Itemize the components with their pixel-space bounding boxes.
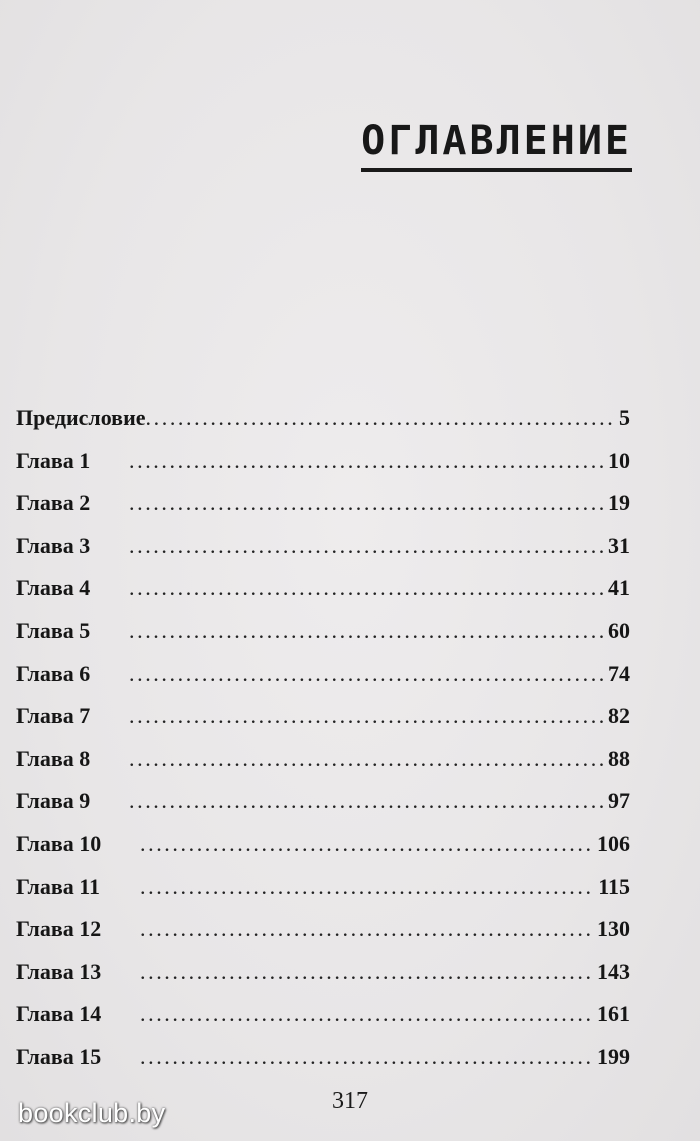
toc-entry-label: Глава 5 bbox=[16, 617, 91, 643]
toc-entry bbox=[16, 653, 630, 696]
toc-entry bbox=[16, 397, 630, 440]
toc-entry-page: 143 bbox=[597, 958, 630, 984]
toc-leader-dots bbox=[129, 567, 604, 610]
toc-entry-label: Глава 14 bbox=[16, 1001, 102, 1027]
toc-leader-dots bbox=[140, 993, 593, 1036]
table-of-contents bbox=[16, 397, 630, 1079]
toc-entry-label: Глава 9 bbox=[16, 788, 91, 814]
toc-entry-page: 74 bbox=[608, 660, 630, 686]
toc-entry bbox=[16, 1036, 630, 1079]
toc-entry-label: Глава 10 bbox=[16, 830, 102, 856]
toc-entry-page: 199 bbox=[597, 1043, 630, 1069]
toc-entry bbox=[16, 525, 630, 568]
toc-entry-page: 5 bbox=[619, 405, 630, 430]
toc-entry-page: 115 bbox=[598, 873, 630, 899]
toc-entry-page: 161 bbox=[597, 1001, 630, 1027]
toc-entry-page: 97 bbox=[608, 788, 630, 814]
toc-entry bbox=[16, 780, 630, 823]
toc-entry bbox=[16, 567, 630, 610]
toc-entry bbox=[16, 610, 630, 653]
toc-leader-dots bbox=[129, 653, 604, 696]
toc-entry-label: Глава 6 bbox=[16, 660, 91, 686]
toc-entry-label: Предисловие bbox=[16, 405, 146, 430]
toc-entry-label: Глава 8 bbox=[16, 745, 91, 771]
toc-entry-label: Глава 12 bbox=[16, 916, 102, 942]
page-number: 317 bbox=[332, 1088, 368, 1114]
toc-leader-dots bbox=[140, 866, 594, 909]
toc-entry-label: Глава 3 bbox=[16, 532, 91, 558]
toc-entry bbox=[16, 951, 630, 994]
toc-entry bbox=[16, 908, 630, 951]
toc-leader-dots bbox=[129, 695, 604, 738]
toc-leader-dots bbox=[146, 397, 615, 440]
toc-leader-dots bbox=[129, 440, 604, 483]
toc-leader-dots bbox=[129, 525, 604, 568]
toc-entry bbox=[16, 695, 630, 738]
site-watermark: bookclub.by bbox=[18, 1098, 166, 1128]
toc-entry-page: 88 bbox=[608, 745, 630, 771]
toc-entry-label: Глава 11 bbox=[16, 873, 101, 899]
toc-entry-page: 106 bbox=[597, 830, 630, 856]
toc-leader-dots bbox=[140, 823, 593, 866]
toc-entry-page: 19 bbox=[608, 490, 630, 516]
toc-entry-page: 10 bbox=[608, 447, 630, 473]
toc-entry-page: 130 bbox=[597, 916, 630, 942]
toc-entry-label: Глава 4 bbox=[16, 575, 91, 601]
toc-entry bbox=[16, 482, 630, 525]
toc-entry-label: Глава 1 bbox=[16, 447, 91, 473]
toc-entry-label: Глава 15 bbox=[16, 1043, 102, 1069]
toc-entry-page: 41 bbox=[608, 575, 630, 601]
toc-entry-label: Глава 13 bbox=[16, 958, 102, 984]
toc-entry bbox=[16, 993, 630, 1036]
toc-leader-dots bbox=[129, 738, 604, 781]
toc-leader-dots bbox=[140, 1036, 593, 1079]
toc-entry bbox=[16, 738, 630, 781]
toc-leader-dots bbox=[140, 908, 593, 951]
toc-leader-dots bbox=[129, 610, 604, 653]
toc-entry-page: 31 bbox=[608, 532, 630, 558]
toc-leader-dots bbox=[129, 780, 604, 823]
toc-entry-label: Глава 2 bbox=[16, 490, 91, 516]
toc-heading: ОГЛАВЛЕНИЕ bbox=[361, 118, 632, 172]
toc-entry bbox=[16, 440, 630, 483]
toc-leader-dots bbox=[129, 482, 604, 525]
toc-entry bbox=[16, 866, 630, 909]
toc-entry bbox=[16, 823, 630, 866]
toc-entry-page: 82 bbox=[608, 703, 630, 729]
toc-leader-dots bbox=[140, 951, 593, 994]
toc-entry-label: Глава 7 bbox=[16, 703, 91, 729]
toc-entry-page: 60 bbox=[608, 617, 630, 643]
